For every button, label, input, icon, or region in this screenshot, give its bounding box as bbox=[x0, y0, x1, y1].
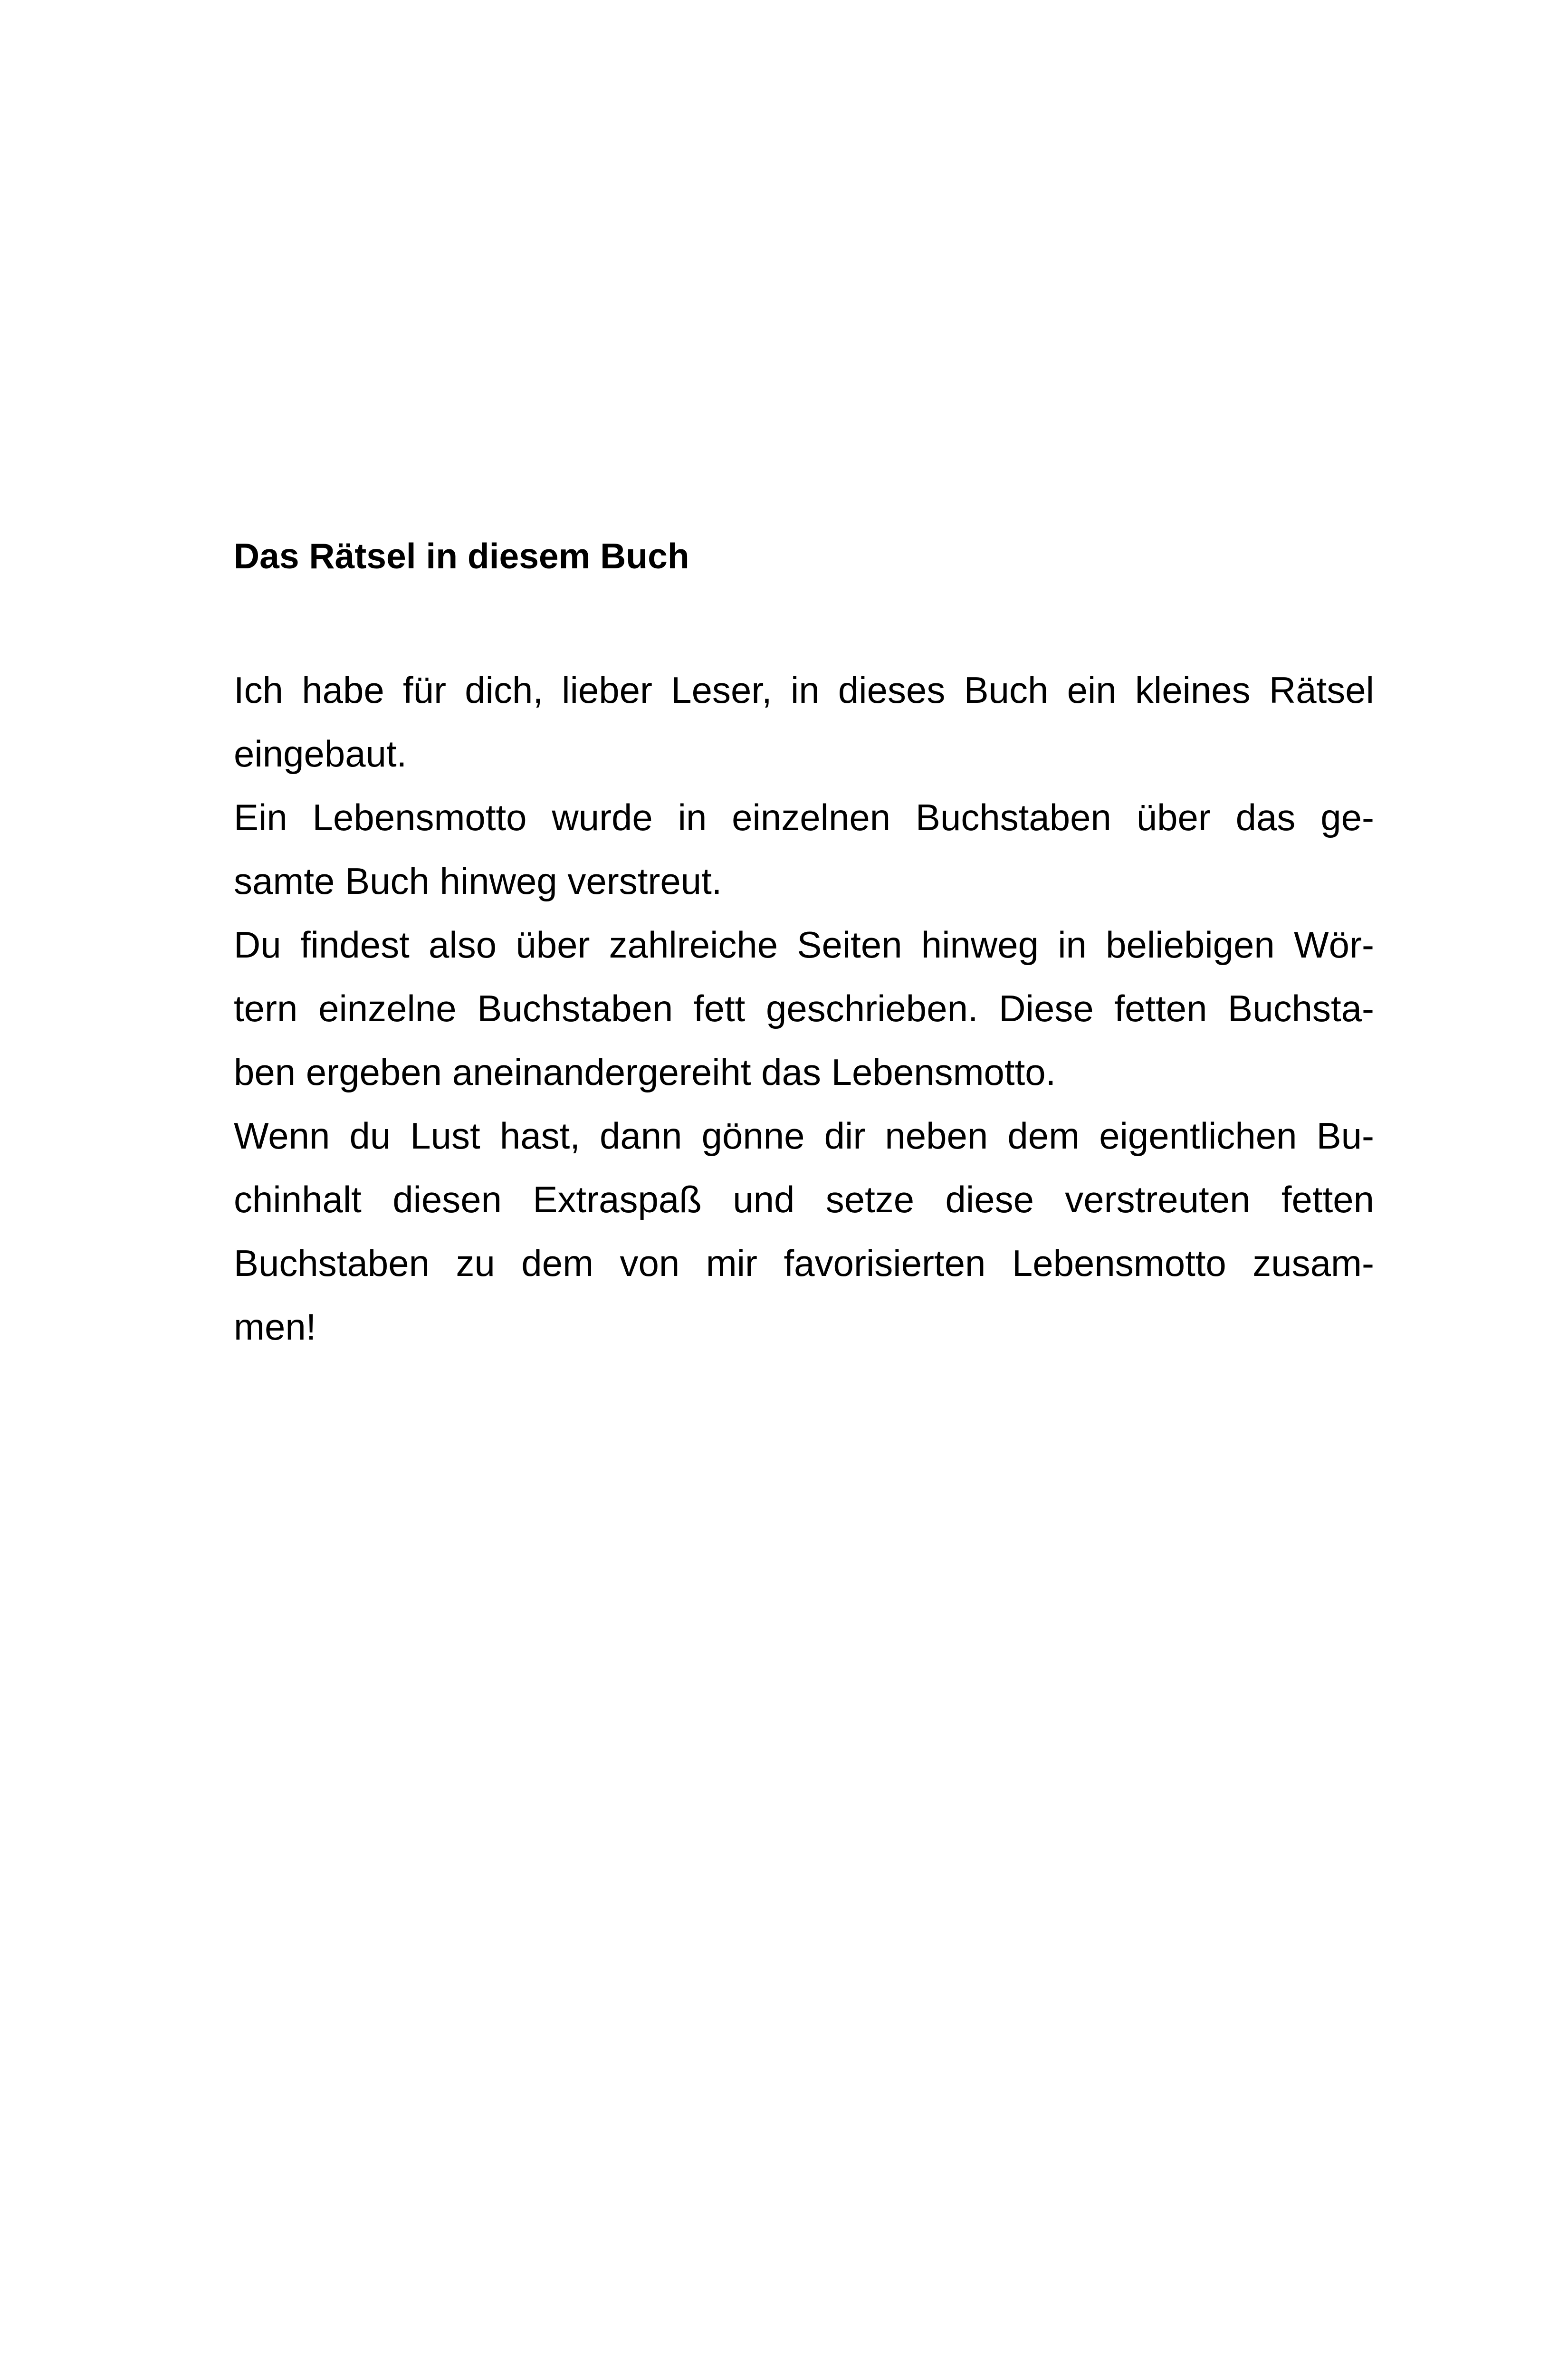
chapter-heading: Das Rätsel in diesem Buch bbox=[234, 536, 689, 576]
paragraph bbox=[234, 658, 1374, 786]
text-line: Wenn du Lust hast, dann gönne dir neben dem eigentlichen Bu- bbox=[234, 1115, 1374, 1157]
text-line: tern einzelne Buchstaben fett geschrieben. Diese fetten Buchsta- bbox=[234, 987, 1374, 1029]
paragraph bbox=[234, 1104, 1374, 1359]
paragraph bbox=[234, 786, 1374, 913]
paragraph bbox=[234, 913, 1374, 1104]
text-line: Buchstaben zu dem von mir favorisierten Lebensmotto zusam- bbox=[234, 1242, 1374, 1284]
text-line: eingebaut. bbox=[234, 733, 407, 775]
text-line: samte Buch hinweg verstreut. bbox=[234, 860, 722, 902]
page-content bbox=[234, 532, 1374, 1359]
text-line: Ein Lebensmotto wurde in einzelnen Buchstaben über das ge- bbox=[234, 796, 1374, 838]
text-line: men! bbox=[234, 1306, 316, 1348]
text-line: Ich habe für dich, lieber Leser, in dieses Buch ein kleines Rätsel bbox=[234, 669, 1374, 711]
text-line: ben ergeben aneinandergereiht das Lebensmotto. bbox=[234, 1051, 1056, 1093]
body-text bbox=[234, 658, 1374, 1359]
text-line: chinhalt diesen Extraspaß und setze diese verstreuten fetten bbox=[234, 1178, 1374, 1220]
heading-spacer bbox=[234, 580, 1374, 658]
text-line: Du findest also über zahlreiche Seiten hinweg in beliebigen Wör- bbox=[234, 924, 1374, 966]
